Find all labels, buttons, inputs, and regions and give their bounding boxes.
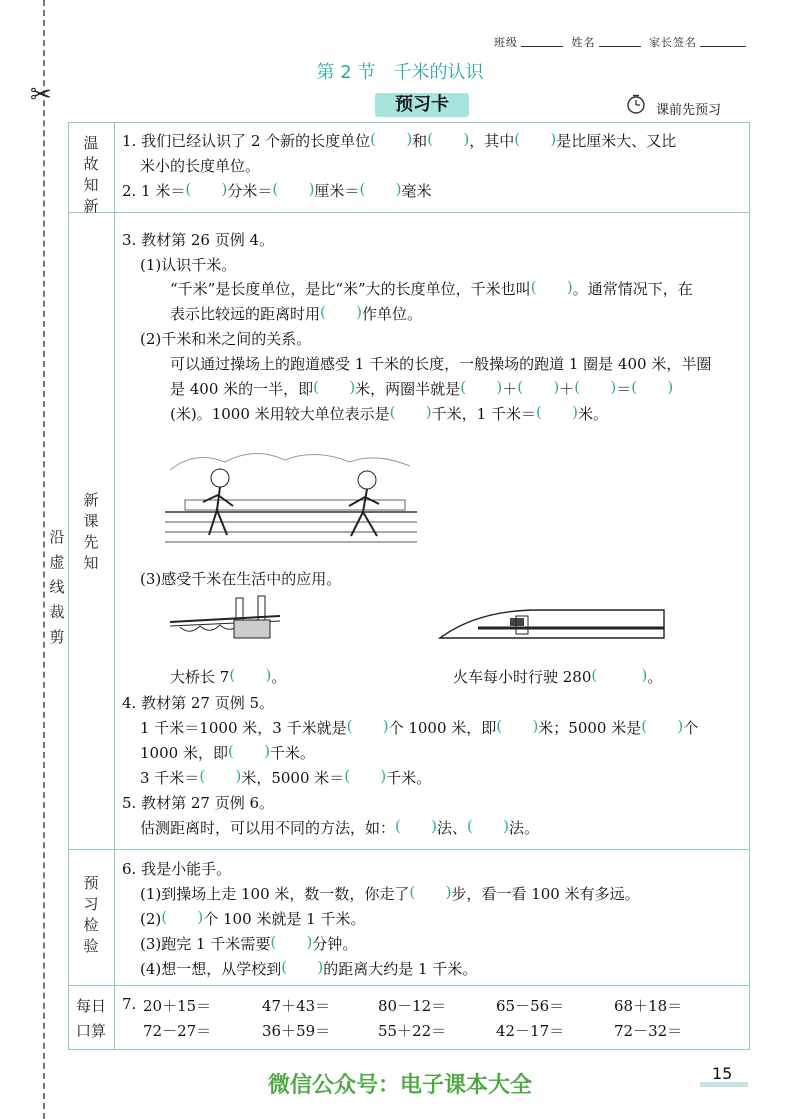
- answer-blank[interactable]: [185, 183, 227, 197]
- q6-line: (4)想一想，从学校到( ) 的距离大约是 1 千米。: [140, 958, 477, 979]
- q3-sub3: (3)感受千米在生活中的应用。: [140, 570, 342, 588]
- answer-blank[interactable]: [496, 720, 538, 734]
- answer-blank[interactable]: [229, 669, 271, 683]
- answer-blank[interactable]: [161, 911, 203, 925]
- row-divider: [68, 985, 750, 986]
- answer-blank[interactable]: [531, 281, 573, 295]
- answer-blank[interactable]: [281, 961, 323, 975]
- answer-blank[interactable]: [574, 381, 616, 395]
- q6-line: (2)( ) 个 100 米就是 1 千米。: [140, 908, 366, 929]
- bridge-line: 大桥长 7( ) 。: [170, 666, 286, 687]
- banner: 预习卡: [375, 93, 469, 117]
- q3-title: 3. 教材第 26 页例 4。: [122, 231, 275, 249]
- q2-line: 2. 1 米＝( ) 分米＝( ) 厘米＝( ) 毫米: [122, 180, 431, 201]
- parent-signature-label: 家长签名: [649, 36, 697, 49]
- label-column-divider: [114, 122, 115, 1050]
- train-illustration: [438, 606, 666, 646]
- calc-item: 68＋18＝: [614, 997, 683, 1015]
- q3-sub1: (1)认识千米。: [140, 256, 237, 274]
- scissors-icon: ✂: [30, 80, 52, 110]
- parent-signature-field[interactable]: [700, 46, 746, 47]
- answer-blank[interactable]: [460, 381, 502, 395]
- q6-line: (1)到操场上走 100 米，数一数，你走了( ) 步，看一看 100 米有多远。: [140, 883, 640, 904]
- answer-blank[interactable]: [641, 720, 683, 734]
- label-review: 温 故 知 新: [83, 134, 99, 215]
- answer-blank[interactable]: [359, 183, 401, 197]
- cut-instruction: 沿 虚 线 裁 剪: [49, 528, 65, 646]
- clock-icon: [626, 94, 646, 114]
- q3-line: 表示比较远的距离时用( ) 作单位。: [170, 303, 422, 324]
- class-label: 班级: [494, 36, 518, 49]
- answer-blank[interactable]: [272, 183, 314, 197]
- q4-line: 3 千米＝( ) 米，5000 米＝( ) 千米。: [140, 767, 431, 788]
- answer-blank[interactable]: [427, 133, 469, 147]
- answer-blank[interactable]: [228, 745, 270, 759]
- q4-line: 1000 米，即( ) 千米。: [140, 742, 315, 763]
- q4-title: 4. 教材第 27 页例 5。: [122, 694, 275, 712]
- q6-title: 6. 我是小能手。: [122, 860, 232, 878]
- answer-blank[interactable]: [631, 381, 673, 395]
- page-number: 15: [712, 1064, 733, 1083]
- answer-blank[interactable]: [409, 886, 451, 900]
- answer-blank[interactable]: [591, 669, 647, 683]
- q1-line: 1. 我们已经认识了 2 个新的长度单位( ) 和( ) ，其中( ) 是比厘米大、又比: [122, 130, 676, 151]
- calc-item: 72－32＝: [614, 1022, 683, 1040]
- answer-blank[interactable]: [390, 406, 432, 420]
- footer-watermark: 微信公众号：电子课本大全: [267, 1073, 532, 1098]
- answer-blank[interactable]: [313, 381, 355, 395]
- calc-item: 55＋22＝: [378, 1022, 447, 1040]
- q3-line: 是 400 米的一半，即( ) 米，两圈半就是( ) ＋( ) ＋( ) ＝( ): [170, 378, 673, 399]
- q3-line: 可以通过操场上的跑道感受 1 千米的长度，一般操场的跑道 1 圈是 400 米，半圈: [170, 355, 712, 373]
- q5-line: 估测距离时，可以用不同的方法，如：( ) 法、( ) 法。: [140, 817, 539, 838]
- calc-item: 42－17＝: [496, 1022, 565, 1040]
- calc-item: 65－56＝: [496, 997, 565, 1015]
- q5-title: 5. 教材第 27 页例 6。: [122, 794, 275, 812]
- answer-blank[interactable]: [347, 720, 389, 734]
- q6-line: (3)跑完 1 千米需要( ) 分钟。: [140, 933, 357, 954]
- name-field[interactable]: [599, 46, 641, 47]
- q1-line: 米小的长度单位。: [140, 157, 261, 175]
- calc-item: 20＋15＝: [143, 997, 212, 1015]
- header-fields: [494, 34, 750, 50]
- answer-blank[interactable]: [395, 820, 437, 834]
- class-field[interactable]: [521, 46, 563, 47]
- bridge-illustration: [170, 594, 280, 644]
- label-preview-check: 预 习 检 验: [83, 874, 99, 955]
- cut-line: [43, 0, 45, 1119]
- answer-blank[interactable]: [467, 820, 509, 834]
- running-track-illustration: [165, 440, 417, 548]
- label-new-lesson: 新 课 先 知: [83, 491, 99, 572]
- answer-blank[interactable]: [514, 133, 556, 147]
- row-divider: [68, 212, 750, 213]
- train-line: 火车每小时行驶 280( ) 。: [453, 666, 662, 687]
- calc-item: 72－27＝: [143, 1022, 212, 1040]
- q7-number: 7.: [122, 995, 137, 1013]
- answer-blank[interactable]: [320, 306, 362, 320]
- answer-blank[interactable]: [536, 406, 578, 420]
- q3-sub2: (2)千米和米之间的关系。: [140, 330, 312, 348]
- preview-label: 课前先预习: [656, 103, 722, 118]
- q3-line: “千米”是长度单位，是比“米”大的长度单位，千米也叫( ) 。通常情况下，在: [170, 278, 693, 299]
- calc-item: 36＋59＝: [262, 1022, 331, 1040]
- row-divider: [68, 849, 750, 850]
- section-title: 第 2 节 千米的认识: [316, 62, 484, 83]
- calc-item: 47＋43＝: [262, 997, 331, 1015]
- calc-item: 80－12＝: [378, 997, 447, 1015]
- answer-blank[interactable]: [199, 770, 241, 784]
- name-label: 姓名: [571, 36, 596, 49]
- q3-line: (米)。1000 米用较大单位表示是( ) 千米，1 千米＝( ) 米。: [170, 403, 608, 424]
- answer-blank[interactable]: [344, 770, 386, 784]
- answer-blank[interactable]: [370, 133, 412, 147]
- answer-blank[interactable]: [517, 381, 559, 395]
- label-daily-calc: 每日 口算: [75, 997, 106, 1040]
- q4-line: 1 千米＝1000 米，3 千米就是( ) 个 1000 米，即( ) 米；5000 米是( ) 个: [140, 717, 698, 738]
- answer-blank[interactable]: [270, 936, 312, 950]
